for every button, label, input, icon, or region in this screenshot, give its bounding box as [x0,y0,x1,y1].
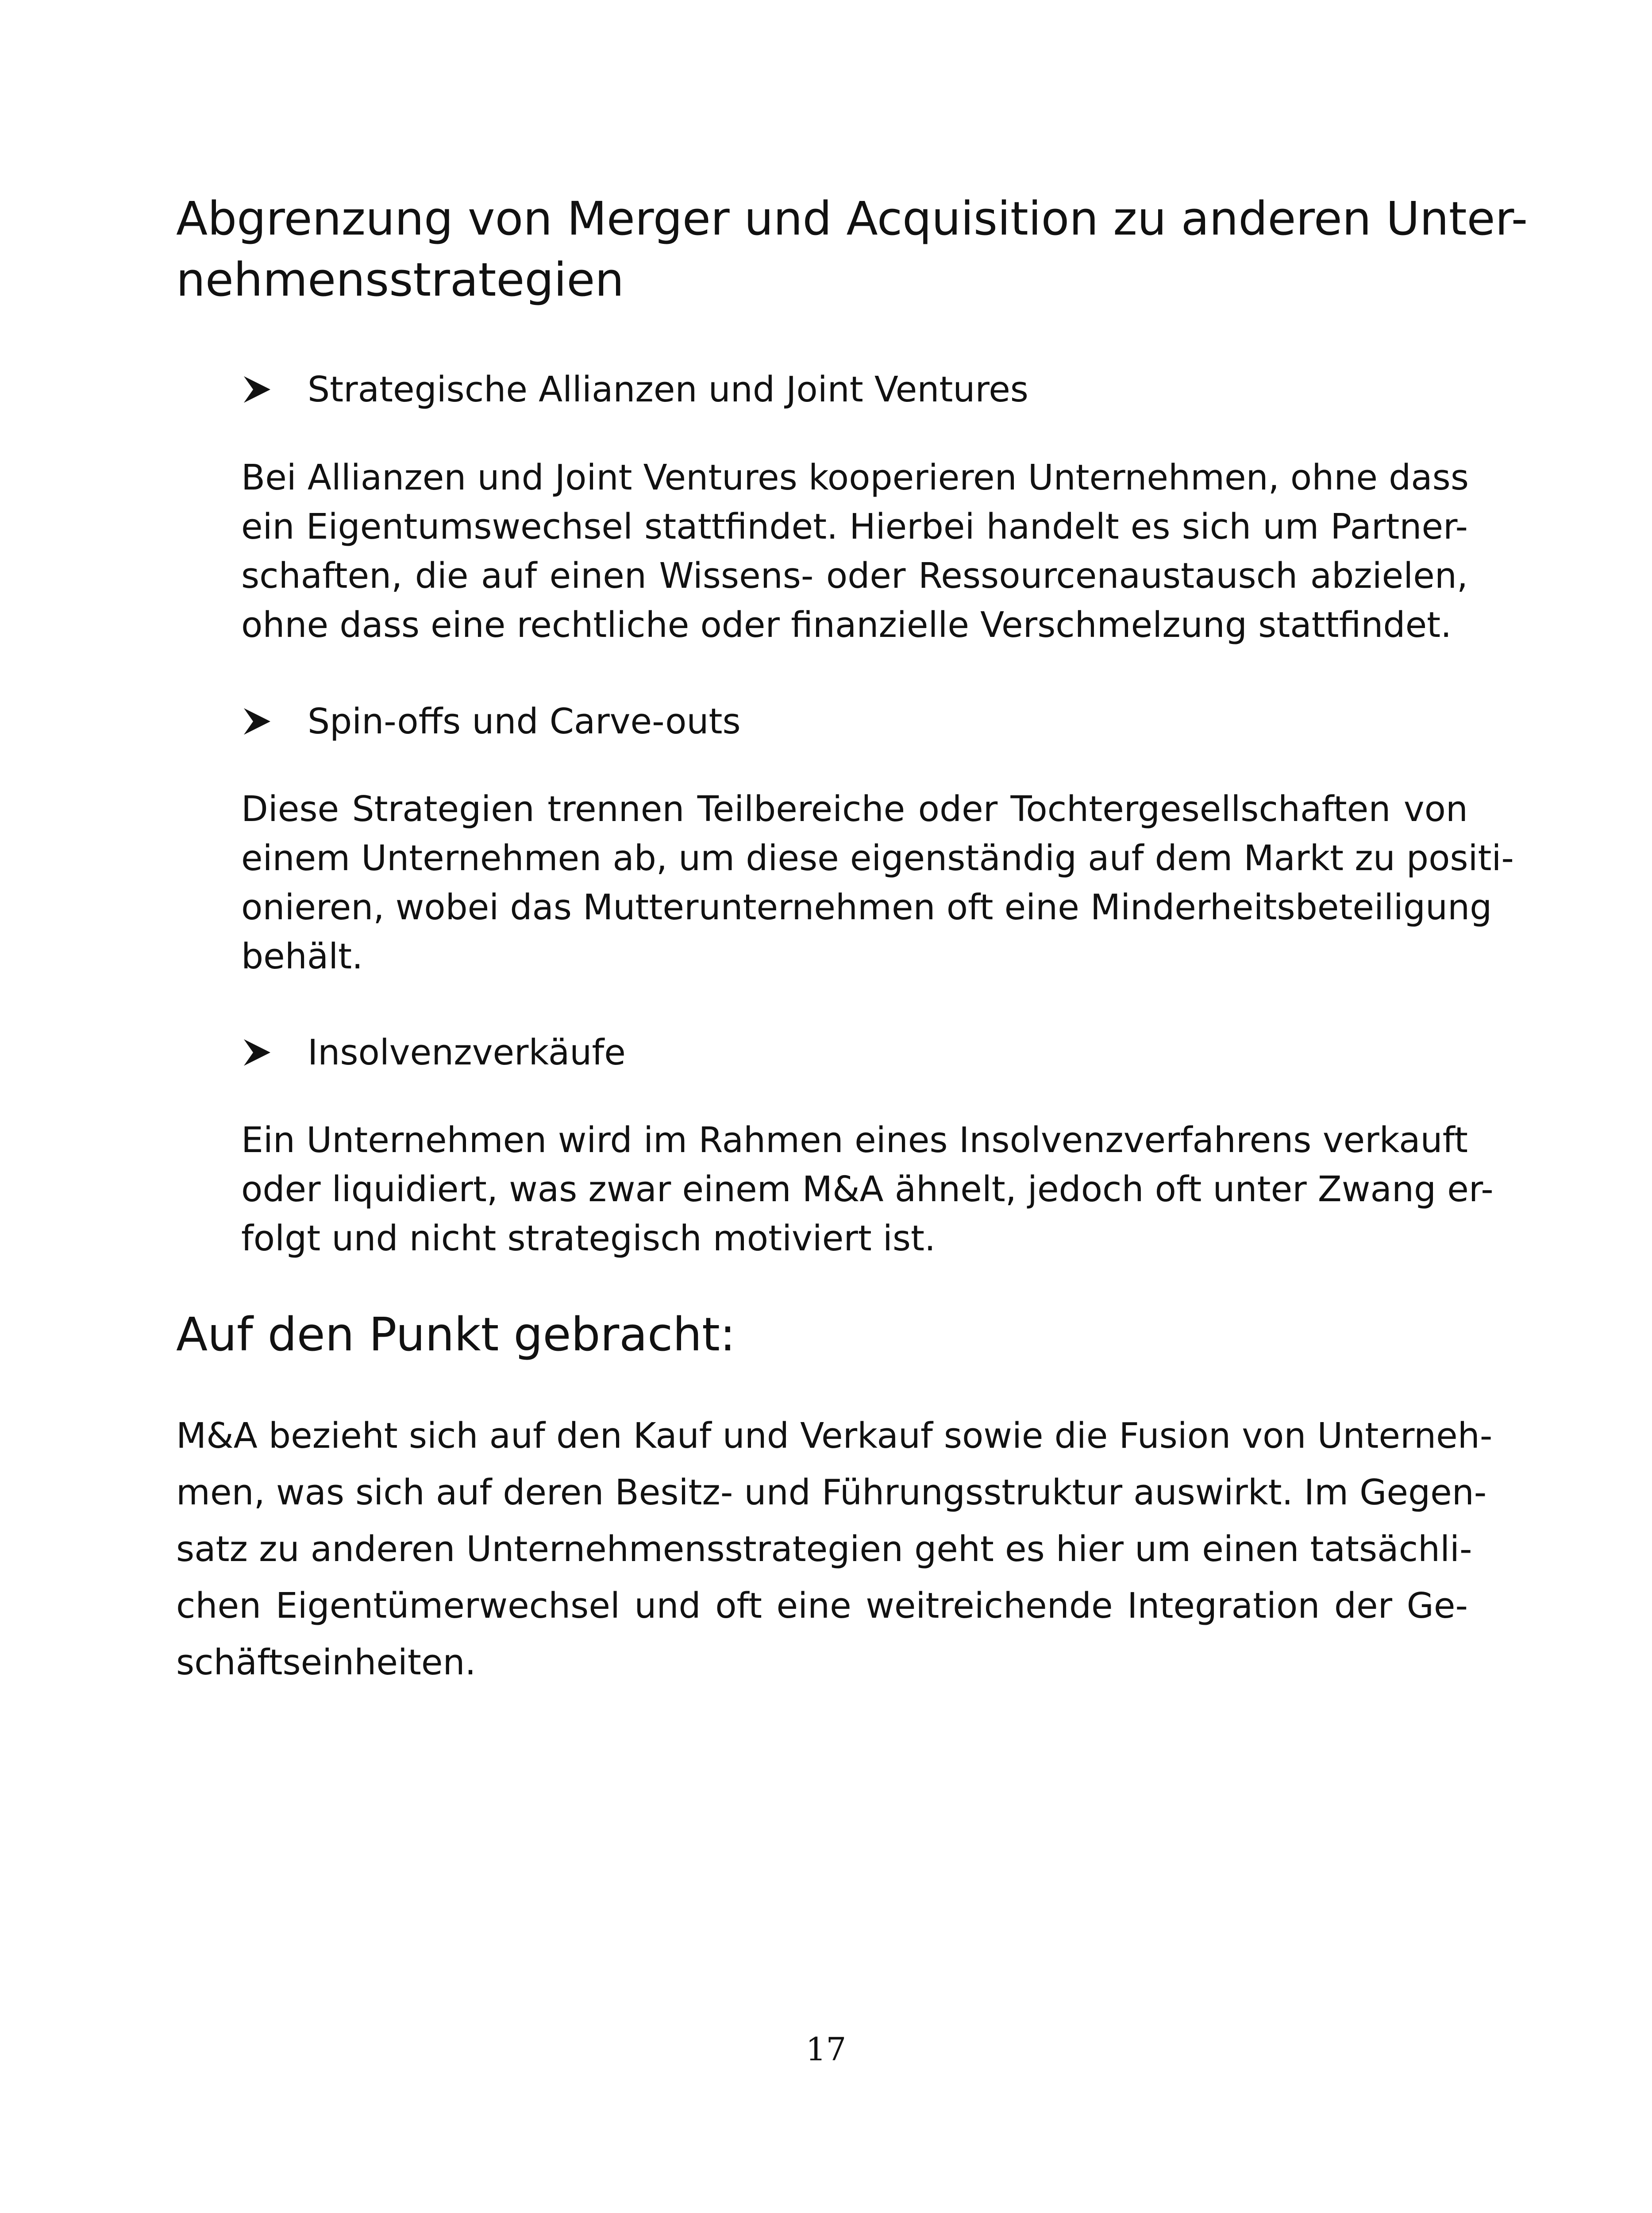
bullet-label: Strategische Allianzen und Joint Ventures [308,369,1028,410]
paragraph-line: oder liquidiert, was zwar einem M&A ähnelt, jedoch oft unter Zwang er- [241,1169,1494,1210]
heading-line: Abgrenzung von Merger und Acquisition zu anderen Unter- [176,192,1528,246]
paragraph-line: folgt und nicht strategisch motiviert ist. [241,1218,936,1259]
paragraph-line: einem Unternehmen ab, um diese eigenständig auf dem Markt zu positi- [241,838,1514,879]
paragraph-line: behält. [241,936,363,977]
summary-heading: Auf den Punkt gebracht: [176,1307,736,1361]
paragraph-line: Ein Unternehmen wird im Rahmen eines Insolvenzverfahrens verkauft [241,1120,1468,1160]
paragraph-line: schaften, die auf einen Wissens- oder Ressourcenaustausch abzielen, [241,555,1468,596]
arrowhead-bullet-icon [241,374,273,405]
bullet-paragraph [241,1116,1494,1263]
section-heading [176,188,1528,310]
paragraph-line: schäftseinheiten. [176,1642,476,1683]
arrowhead-bullet-icon [241,1037,273,1068]
paragraph-line: ohne dass eine rechtliche oder finanzielle Verschmelzung stattfindet. [241,605,1452,645]
paragraph-line: Bei Allianzen und Joint Ventures kooperieren Unternehmen, ohne dass [241,457,1469,498]
paragraph-line: Diese Strategien trennen Teilbereiche oder Tochtergesellschaften von [241,789,1468,829]
heading-line: nehmensstrategien [176,253,624,307]
paragraph-line: ein Eigentumswechsel stattfindet. Hierbei handelt es sich um Partner- [241,506,1468,547]
paragraph-line: chen Eigentümerwechsel und oft eine weitreichende Integration der Ge- [176,1585,1468,1626]
paragraph-line: satz zu anderen Unternehmensstrategien geht es hier um einen tatsächli- [176,1529,1472,1569]
summary-paragraph [176,1407,1493,1691]
arrowhead-bullet-icon [241,706,273,737]
paragraph-line: onieren, wobei das Mutterunternehmen oft eine Minderheitsbeteiligung [241,887,1492,928]
bullet-item [241,1026,626,1079]
bullet-label: Insolvenzverkäufe [308,1032,626,1073]
page-number: 17 [805,2031,847,2068]
bullet-paragraph [241,785,1514,981]
paragraph-line: men, was sich auf deren Besitz- und Führungsstruktur auswirkt. Im Gegen- [176,1472,1487,1513]
bullet-label: Spin-offs und Carve-outs [308,701,741,742]
bullet-item [241,695,741,748]
bullet-paragraph [241,453,1468,650]
paragraph-line: M&A bezieht sich auf den Kauf und Verkauf sowie die Fusion von Unterneh- [176,1415,1493,1456]
bullet-item [241,363,1028,416]
